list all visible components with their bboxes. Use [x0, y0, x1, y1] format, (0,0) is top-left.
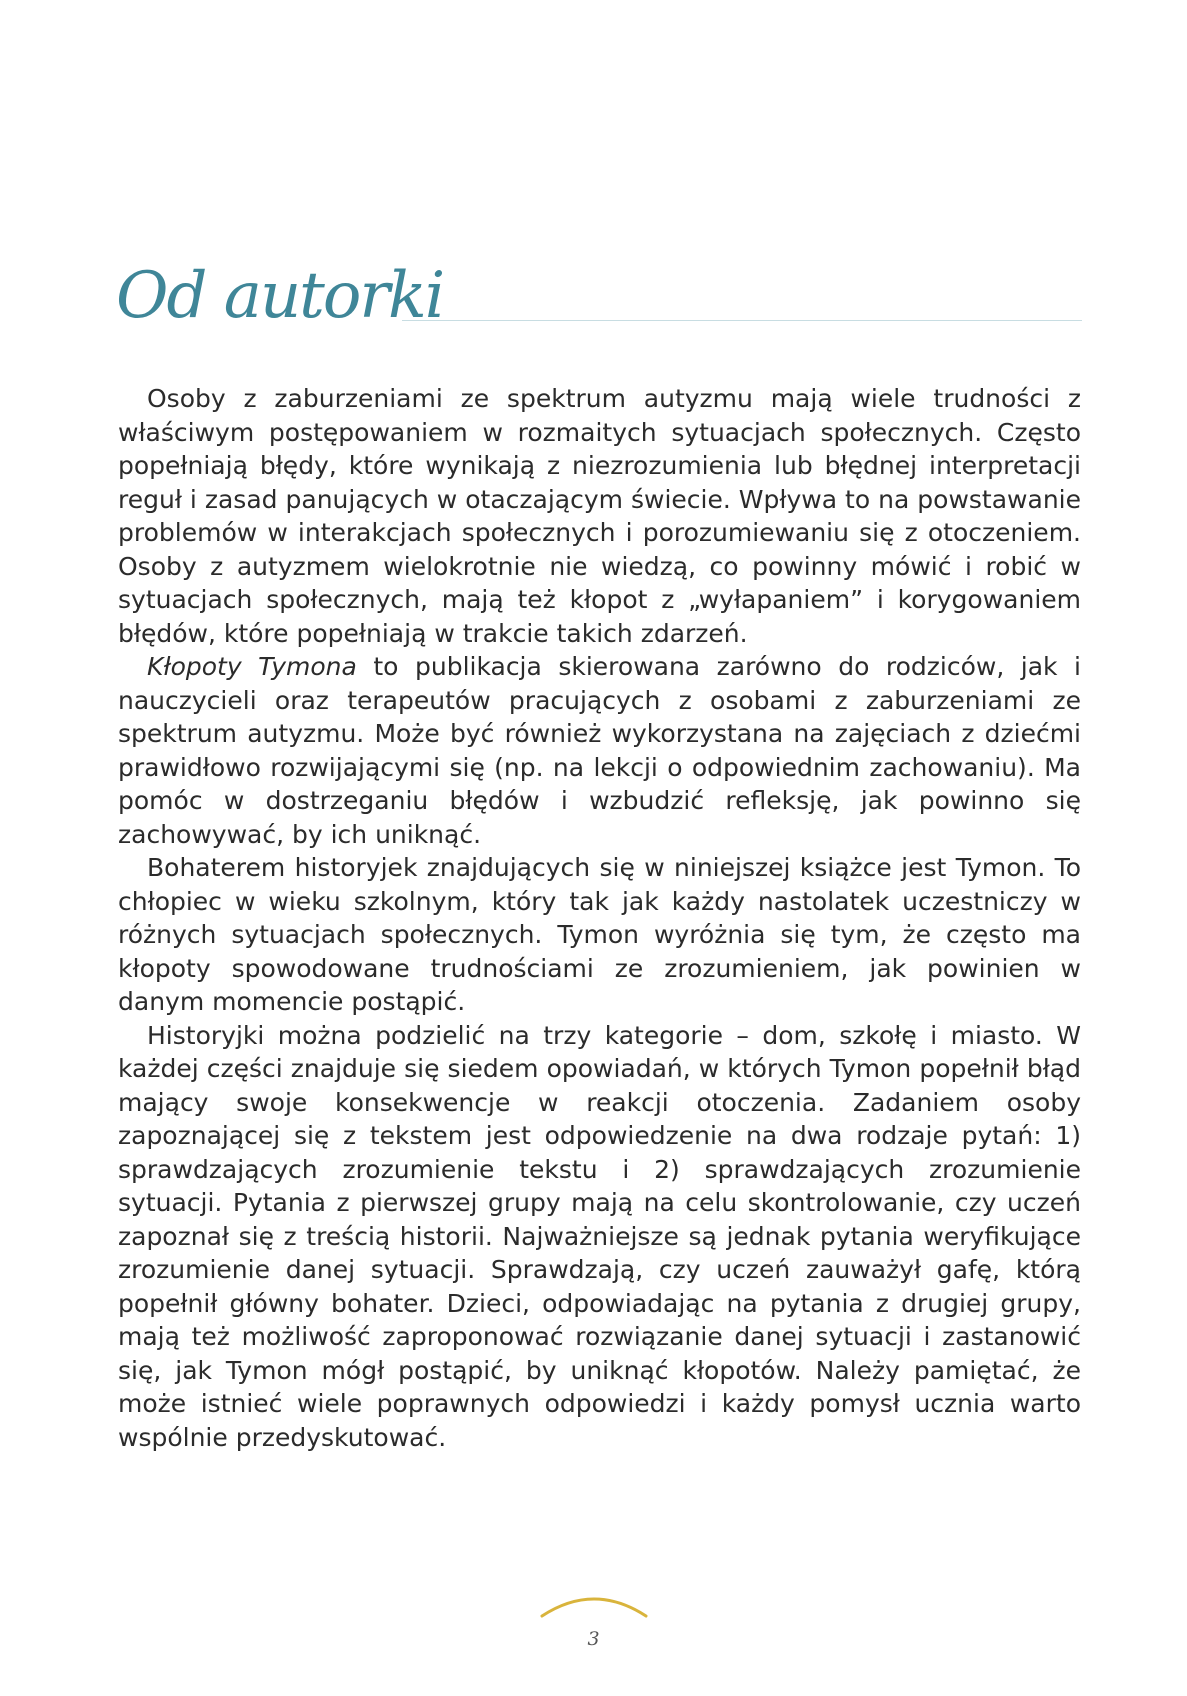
page-title: Od autorki [116, 259, 444, 333]
paragraph-2-italic-lead: Kłopoty Tymona [147, 652, 357, 681]
paragraph-4 [118, 1019, 1081, 1455]
paragraph-4-text: Historyjki można podzielić na trzy kategorie – dom, szkołę i miasto. W każdej części znajduje się siedem opowiadań, w których Tymon popełnił błąd mający swoje konsekwencje w reakcji otoczenia. Zadaniem osoby zapoznającej się z tekstem jest odpowiedzenie na dwa rodzaje pytań: 1) sprawdzających zrozumienie tekstu i 2) sprawdzających zrozumienie sytuacji. Pytania z pierwszej grupy mają na celu skontrolowanie, czy uczeń zapoznał się z treścią historii. Najważniejsze są jednak pytania weryfikujące zrozumienie danej sytuacji. Sprawdzają, czy uczeń zauważył gafę, którą popełnił główny bohater. Dzieci, odpowiadając na pytania z drugiej grupy, mają też możliwość zaproponować rozwiązanie danej sytuacji i zastanowić się, jak Tymon mógł postąpić, by uniknąć kłopotów. Należy pamiętać, że może istnieć wiele poprawnych odpowiedzi i każdy pomysł ucznia warto wspólnie przedyskutować. [118, 1020, 1081, 1452]
page-number: 3 [587, 1628, 600, 1650]
paragraph-3 [118, 851, 1081, 1019]
body-text [118, 382, 1081, 1454]
footer-arc-ornament [538, 1592, 650, 1620]
paragraph-1 [118, 382, 1081, 650]
paragraph-2 [118, 650, 1081, 851]
paragraph-3-text: Bohaterem historyjek znajdujących się w niniejszej książce jest Tymon. To chłopiec w wieku szkolnym, który tak jak każdy nastolatek uczestniczy w różnych sytuacjach społecznych. Tymon wyróżnia się tym, że często ma kłopoty spowodowane trudnościami ze zrozumieniem, jak powinien w danym momencie postąpić. [118, 853, 1081, 1016]
paragraph-2-text: to publikacja skierowana zarówno do rodziców, jak i nauczycieli oraz terapeutów pracujących z osobami z zaburzeniami ze spektrum autyzmu. Może być również wykorzystana na zajęciach z dziećmi prawidłowo rozwijającymi się (np. na lekcji o odpowiednim zachowaniu). Ma pomóc w dostrzeganiu błędów i wzbudzić refleksję, jak powinno się zachowywać, by ich uniknąć. [118, 652, 1081, 849]
paragraph-1-text: Osoby z zaburzeniami ze spektrum autyzmu mają wiele trudności z właściwym postępowaniem w rozmaitych sytuacjach społecznych. Często popełniają błędy, które wynikają z niezrozumienia lub błędnej interpretacji reguł i zasad panujących w otaczającym świecie. Wpływa to na powstawanie problemów w interakcjach społecznych i porozumiewaniu się z otoczeniem. Osoby z autyzmem wielokrotnie nie wiedzą, co powinny mówić i robić w sytuacjach społecznych, mają też kłopot z „wyłapaniem” i korygowaniem błędów, które popełniają w trakcie takich zdarzeń. [118, 384, 1081, 648]
title-rule [402, 320, 1082, 321]
